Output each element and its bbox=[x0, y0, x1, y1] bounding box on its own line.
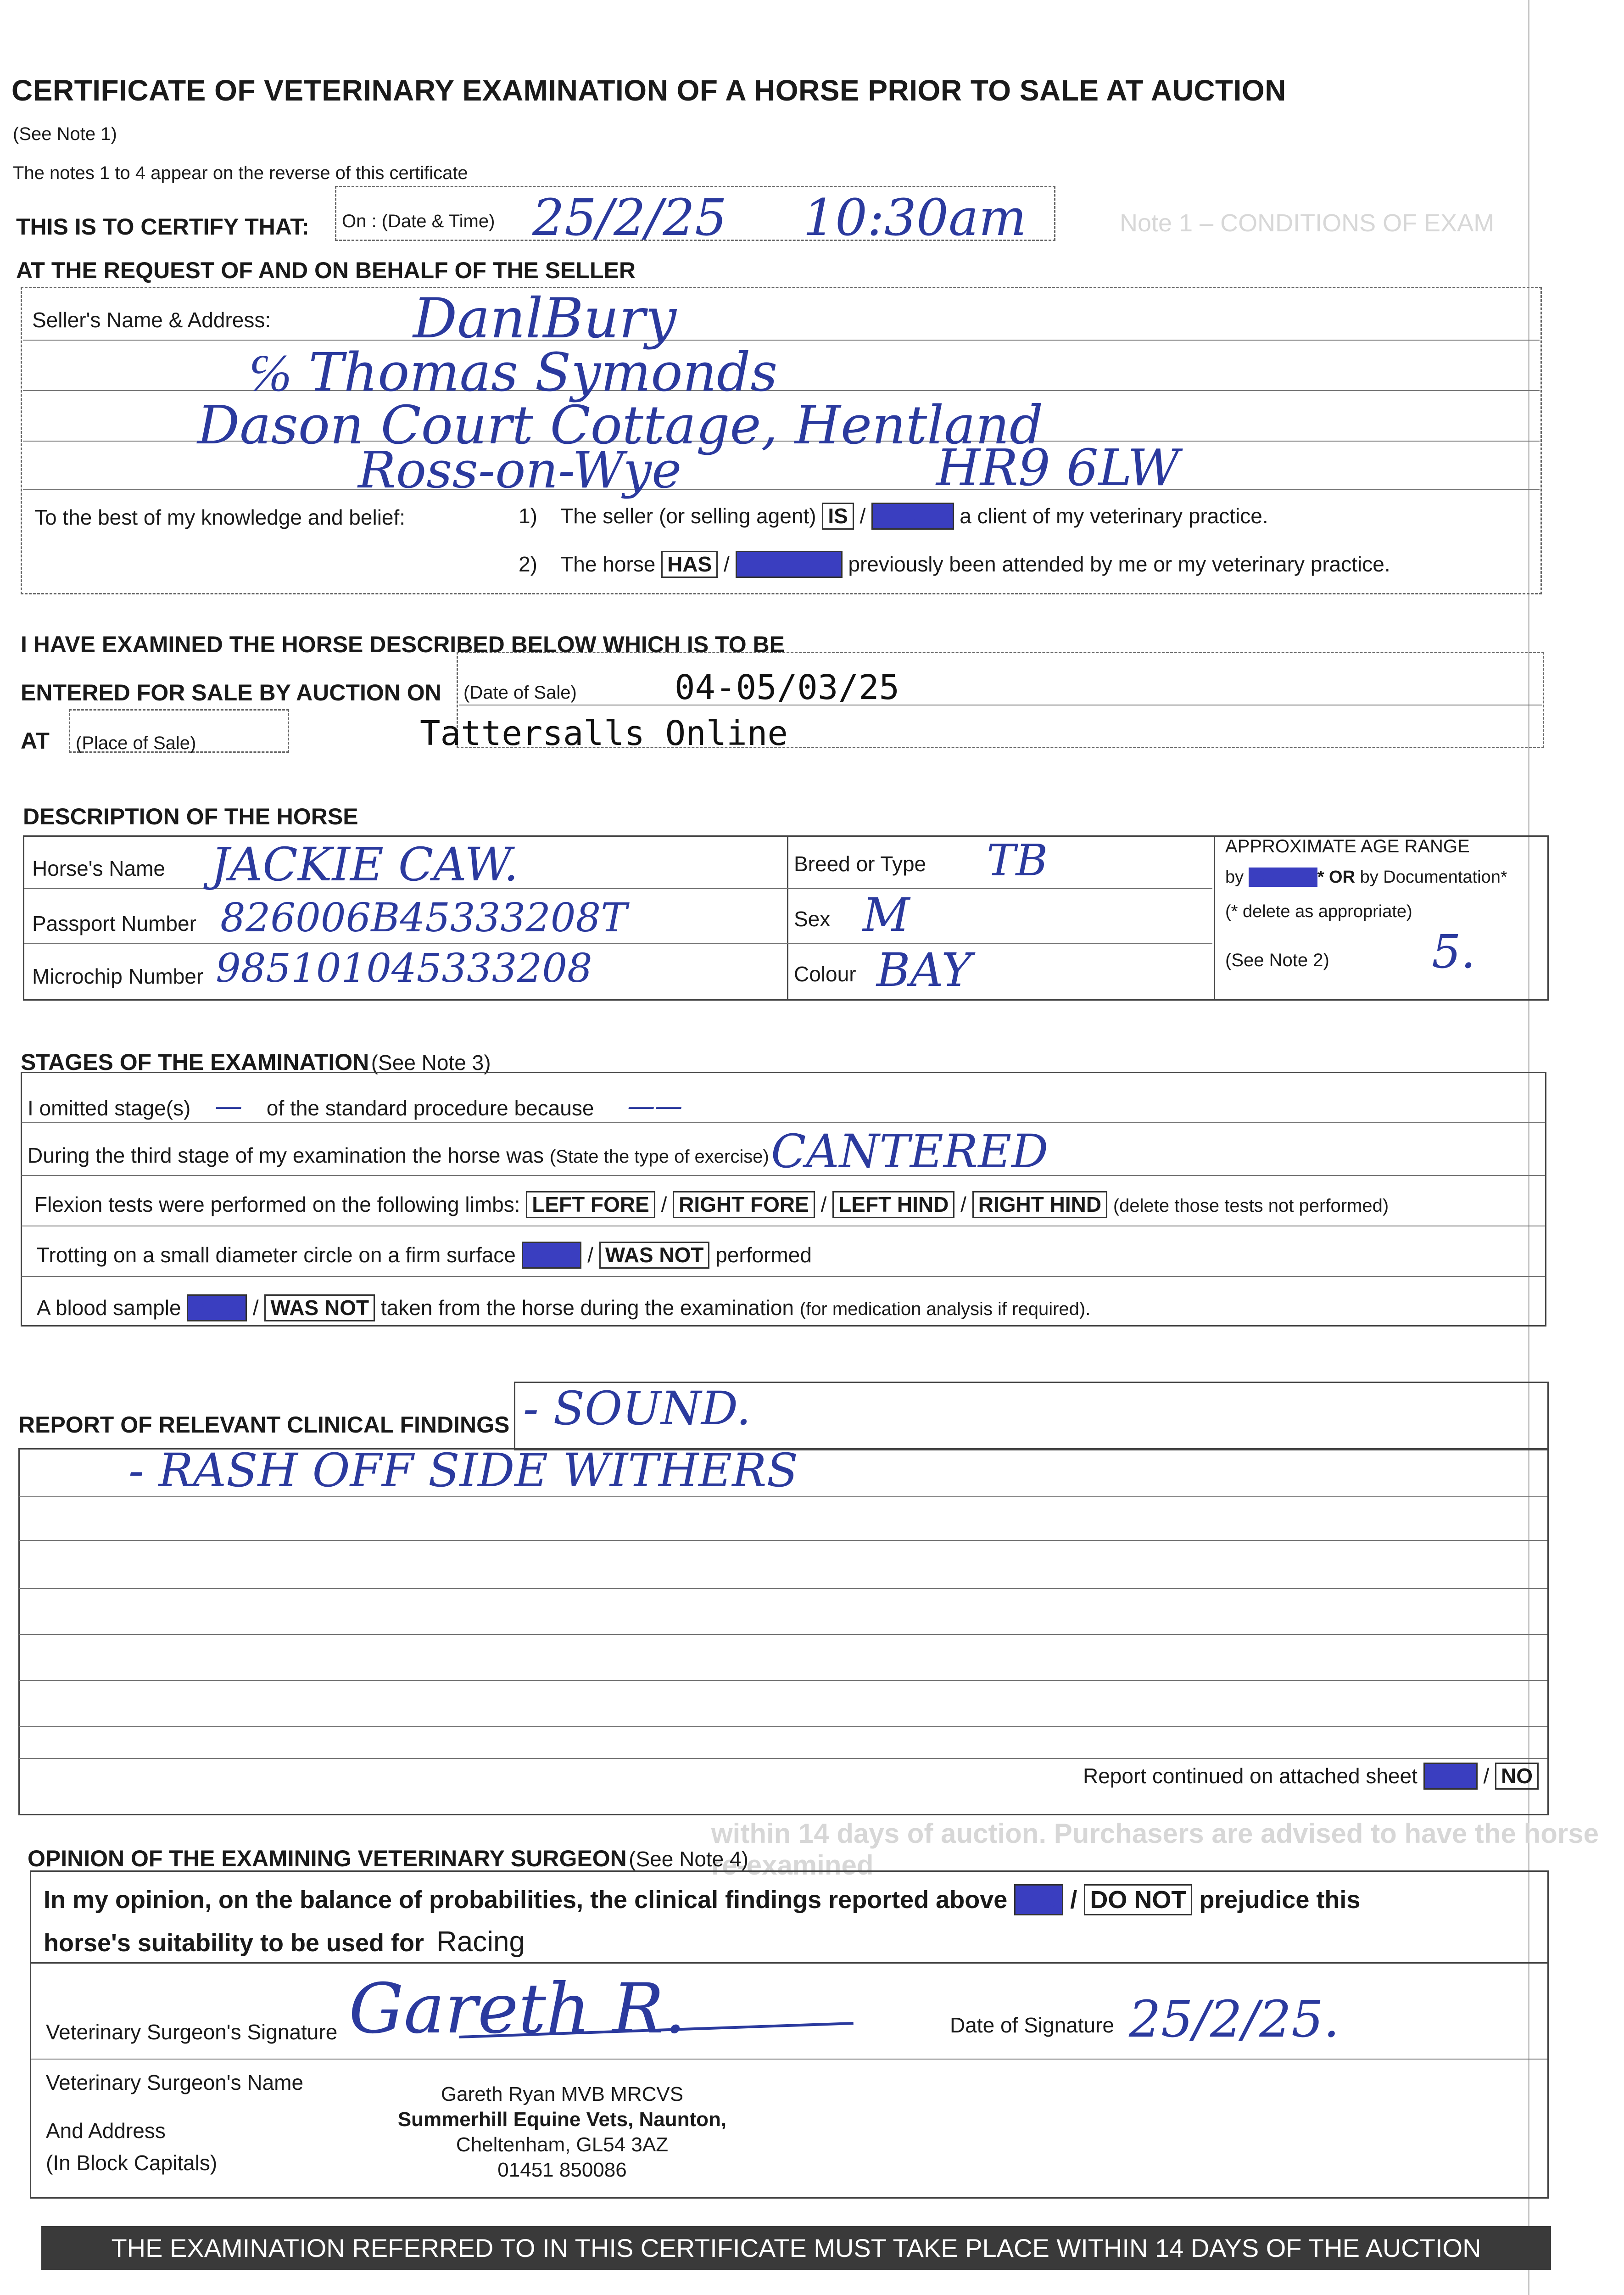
trotting-row bbox=[37, 1242, 812, 1269]
report-line2: - RASH OFF SIDE WITHERS bbox=[128, 1444, 798, 1497]
colour-label: Colour bbox=[794, 962, 856, 986]
age-or: * OR bbox=[1317, 868, 1356, 887]
opinion-title-text: OPINION OF THE EXAMINING VETERINARY SURGEON bbox=[28, 1846, 627, 1871]
trotting-suffix: performed bbox=[715, 1243, 812, 1267]
third-stage-row bbox=[28, 1143, 769, 1168]
blood-was-option[interactable]: WAS bbox=[187, 1294, 247, 1321]
block-capitals-label: (In Block Capitals) bbox=[46, 2151, 218, 2175]
slash: / bbox=[1070, 1886, 1077, 1914]
date-of-signature-label: Date of Signature bbox=[950, 2013, 1115, 2037]
request-label: AT THE REQUEST OF AND ON BEHALF OF THE SELLER bbox=[16, 257, 636, 283]
description-title: DESCRIPTION OF THE HORSE bbox=[23, 804, 358, 829]
opinion-text-suffix: prejudice this bbox=[1199, 1886, 1361, 1914]
exam-date-value: 25/2/25 bbox=[532, 188, 727, 247]
exam-time-value: 10:30am bbox=[803, 188, 1027, 247]
flexion-row bbox=[34, 1191, 1389, 1218]
breed-value: TB bbox=[987, 835, 1048, 886]
horse-name-label: Horse's Name bbox=[32, 856, 165, 880]
opinion-title bbox=[28, 1845, 748, 1872]
attended-has-not-option[interactable]: HAS NOT bbox=[736, 551, 843, 578]
slash: / bbox=[661, 1192, 667, 1216]
place-of-sale-value[interactable]: Tattersalls Online bbox=[420, 714, 788, 753]
client-is-option[interactable]: IS bbox=[822, 503, 854, 530]
statement-2-number: 2) bbox=[519, 552, 537, 576]
statement-2-suffix: previously been attended by me or my veterinary practice. bbox=[848, 552, 1390, 576]
date-of-signature-value: 25/2/25. bbox=[1129, 1990, 1340, 2049]
passport-label: Passport Number bbox=[32, 912, 196, 935]
slash: / bbox=[960, 1192, 966, 1216]
seller-name: DanlBury bbox=[413, 287, 677, 351]
entered-label: ENTERED FOR SALE BY AUCTION ON bbox=[21, 680, 441, 705]
footer-banner: THE EXAMINATION REFERRED TO IN THIS CERTIFICATE MUST TAKE PLACE WITHIN 14 DAYS OF THE AUCTION bbox=[41, 2226, 1551, 2270]
omitted-stage-value: — bbox=[215, 1090, 243, 1122]
statement-1-text: The seller (or selling agent) bbox=[560, 504, 816, 528]
report-continued-label: Report continued on attached sheet bbox=[1083, 1764, 1418, 1788]
sex-value: M bbox=[863, 888, 910, 942]
statement-1 bbox=[519, 503, 1268, 530]
notes-line: The notes 1 to 4 appear on the reverse of this certificate bbox=[13, 163, 468, 183]
slash: / bbox=[820, 1192, 827, 1216]
microchip-value: 985101045333208 bbox=[216, 946, 592, 991]
place-of-sale-label: (Place of Sale) bbox=[76, 733, 196, 753]
flexion-right-hind[interactable]: RIGHT HIND bbox=[972, 1191, 1107, 1218]
flexion-label: Flexion tests were performed on the following limbs: bbox=[34, 1192, 520, 1216]
vet-town: Cheltenham, GL54 3AZ bbox=[456, 2133, 669, 2156]
breed-label: Breed or Type bbox=[794, 852, 926, 876]
age-documentation[interactable]: by Documentation* bbox=[1360, 868, 1507, 887]
signature-label: Veterinary Surgeon's Signature bbox=[46, 2020, 338, 2044]
vet-signature: Gareth R. bbox=[349, 1969, 686, 2049]
date-of-sale-label: (Date of Sale) bbox=[463, 683, 577, 703]
age-see-note: (See Note 2) bbox=[1225, 950, 1329, 970]
seller-address-line1: ℅ Thomas Symonds bbox=[248, 342, 778, 403]
report-label: REPORT OF RELEVANT CLINICAL FINDINGS bbox=[18, 1412, 510, 1438]
age-method bbox=[1225, 868, 1507, 887]
seller-address-line2: Dason Court Cottage, Hentland bbox=[197, 395, 1044, 456]
colour-value: BAY bbox=[876, 943, 972, 997]
flexion-right-fore[interactable]: RIGHT FORE bbox=[673, 1191, 815, 1218]
stages-title-text: STAGES OF THE EXAMINATION bbox=[21, 1049, 369, 1075]
passport-value: 826006B45333208T bbox=[220, 895, 627, 941]
opinion-do-not-option[interactable]: DO NOT bbox=[1084, 1884, 1192, 1915]
slash: / bbox=[859, 504, 866, 528]
date-of-sale-value[interactable]: 04-05/03/25 bbox=[675, 668, 900, 707]
vet-name: Gareth Ryan MVB MRCVS bbox=[441, 2083, 684, 2105]
slash: / bbox=[252, 1296, 259, 1320]
opinion-use-label: horse's suitability to be used for bbox=[44, 1929, 424, 1957]
seller-address-line3: Ross-on-Wye bbox=[358, 441, 682, 499]
blood-note: (for medication analysis if required). bbox=[799, 1299, 1091, 1319]
certificate-title: CERTIFICATE OF VETERINARY EXAMINATION OF A HORSE PRIOR TO SALE AT AUCTION bbox=[11, 74, 1286, 107]
third-stage-hint: (State the type of exercise) bbox=[549, 1147, 769, 1167]
age-dentition-struck[interactable]: Dentition bbox=[1248, 868, 1317, 887]
slash: / bbox=[587, 1243, 594, 1267]
sex-label: Sex bbox=[794, 907, 831, 931]
attended-has-option[interactable]: HAS bbox=[661, 551, 718, 578]
opinion-do-option[interactable]: DO bbox=[1014, 1884, 1063, 1915]
vet-stamp bbox=[390, 2082, 734, 2183]
slash: / bbox=[724, 552, 730, 576]
third-stage-value: CANTERED bbox=[771, 1125, 1049, 1178]
blood-suffix: taken from the horse during the examination bbox=[380, 1296, 794, 1320]
blood-was-not-option[interactable]: WAS NOT bbox=[264, 1294, 375, 1321]
opinion-statement bbox=[44, 1884, 1360, 1915]
horse-name-value: JACKIE CAW. bbox=[211, 838, 519, 891]
omitted-reason-value: —— bbox=[627, 1090, 683, 1122]
seller-postcode: HR9 6LW bbox=[936, 438, 1180, 497]
seller-label: Seller's Name & Address: bbox=[32, 308, 271, 332]
vet-practice: Summerhill Equine Vets, Naunton, bbox=[397, 2108, 727, 2131]
stages-see-note: (See Note 3) bbox=[371, 1051, 491, 1075]
age-by: by bbox=[1225, 868, 1244, 887]
vet-name-label: Veterinary Surgeon's Name bbox=[46, 2071, 304, 2094]
certify-label: THIS IS TO CERTIFY THAT: bbox=[16, 214, 309, 240]
trotting-label: Trotting on a small diameter circle on a firm surface bbox=[37, 1243, 516, 1267]
statement-1-suffix: a client of my veterinary practice. bbox=[960, 504, 1268, 528]
reverse-showthrough: within 14 days of auction. Purchasers are advised to have the horse re-examined bbox=[711, 1818, 1599, 1881]
flexion-note: (delete those tests not performed) bbox=[1113, 1196, 1389, 1216]
statement-2 bbox=[519, 551, 1390, 578]
opinion-use-value[interactable]: Racing bbox=[436, 1926, 525, 1958]
slash: / bbox=[1483, 1764, 1490, 1788]
opinion-see-note: (See Note 4) bbox=[629, 1847, 748, 1871]
report-continued-yes[interactable]: YES bbox=[1423, 1763, 1478, 1790]
statement-2-text: The horse bbox=[560, 552, 656, 576]
examined-label: I HAVE EXAMINED THE HORSE DESCRIBED BELOW WHICH IS TO BE bbox=[21, 632, 785, 657]
statement-1-number: 1) bbox=[519, 504, 537, 528]
on-label: On : (Date & Time) bbox=[342, 211, 495, 231]
age-value: 5. bbox=[1432, 925, 1476, 979]
age-delete-note: (* delete as appropriate) bbox=[1225, 902, 1412, 921]
omitted-label: I omitted stage(s) bbox=[28, 1096, 191, 1120]
opinion-text: In my opinion, on the balance of probabilities, the clinical findings reported above bbox=[44, 1886, 1008, 1914]
third-stage-label: During the third stage of my examination the horse was bbox=[28, 1143, 544, 1167]
opinion-use-row bbox=[44, 1926, 525, 1958]
blood-row bbox=[37, 1294, 1090, 1321]
report-continued-row bbox=[1083, 1763, 1539, 1790]
omitted-mid-text: of the standard procedure because bbox=[266, 1096, 594, 1120]
omitted-row bbox=[28, 1090, 682, 1122]
microchip-label: Microchip Number bbox=[32, 964, 204, 988]
vet-phone: 01451 850086 bbox=[497, 2159, 627, 2181]
at-label: AT bbox=[21, 728, 50, 754]
flexion-left-fore[interactable]: LEFT FORE bbox=[526, 1191, 655, 1218]
report-continued-no[interactable]: NO bbox=[1495, 1763, 1539, 1790]
knowledge-label: To the best of my knowledge and belief: bbox=[34, 505, 406, 529]
see-note-1: (See Note 1) bbox=[13, 124, 117, 144]
flexion-left-hind[interactable]: LEFT HIND bbox=[832, 1191, 954, 1218]
report-line1: - SOUND. bbox=[523, 1382, 751, 1435]
blood-label: A blood sample bbox=[37, 1296, 181, 1320]
client-is-not-option[interactable]: IS NOT bbox=[871, 503, 954, 530]
trotting-was-option[interactable]: WAS bbox=[522, 1242, 582, 1269]
age-title: APPROXIMATE AGE RANGE bbox=[1225, 836, 1470, 856]
report-body-box[interactable] bbox=[18, 1448, 1549, 1815]
trotting-was-not-option[interactable]: WAS NOT bbox=[599, 1242, 710, 1269]
vet-address-label: And Address bbox=[46, 2119, 166, 2143]
reverse-showthrough: Note 1 – CONDITIONS OF EXAM bbox=[1120, 209, 1495, 237]
